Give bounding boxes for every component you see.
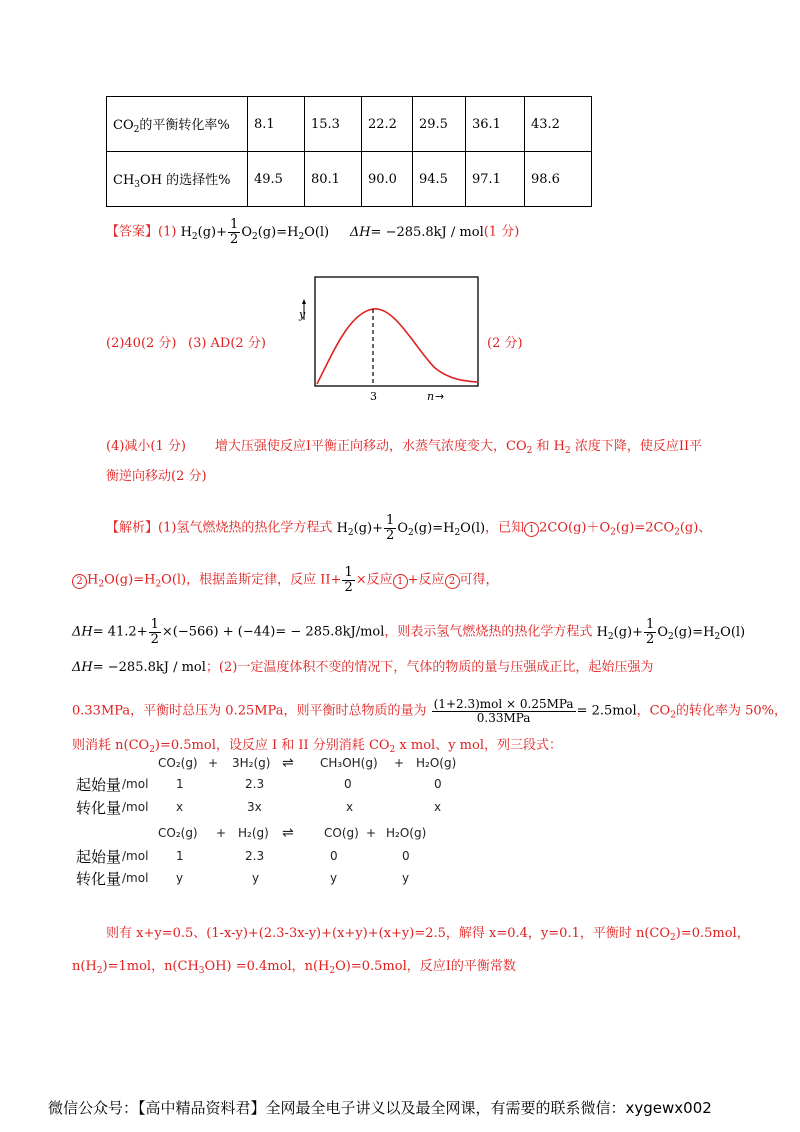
analysis-line-8: $n(H_2)=1mol$，$n(CH_3OH) =0.4mol$，$n(H_2O)=0.5mol$，反应I的平衡常数	[72, 959, 516, 976]
table-cell: 29.5	[413, 97, 466, 152]
yield-curve-chart	[295, 268, 490, 408]
table-row	[107, 97, 592, 152]
analysis-line-4: ΔH= −285.8kJ / mol；(2)一定温度体积不变的情况下，气体的物质的量与压强成正比，起始压强为	[72, 660, 654, 675]
answer-part-4: (4)减小(1 分) 增大压强使反应I平衡正向移动，水蒸气浓度变大，$CO_2$ 和 $H_2$ 浓度下降，使反应II平	[106, 439, 703, 456]
equilibrium-arrow-icon: ⇌	[282, 825, 294, 841]
answer-part-4-cont: 衡逆向移动(2 分)	[106, 469, 207, 484]
score: (1 分)	[483, 224, 520, 240]
footer-watermark: 微信公众号：【高中精品资料君】全网最全电子讲义以及最全网课，有需要的联系微信：xygewx002	[48, 1099, 712, 1117]
x-axis-label: n	[427, 390, 435, 403]
table-cell: 94.5	[413, 152, 466, 207]
analysis-line-5: 0.33MPa，平衡时总压为 0.25MPa，则平衡时总物质的量为 $\frac{\text{(1+2.3)mol × 0.25MPa}}{\text{0.33MPa}}$ = 2.5mol，$CO_2$的转化率为 50%，	[72, 697, 787, 725]
answer-tag: 【答案】	[106, 224, 159, 240]
equilibrium-arrow-icon: ⇌	[282, 755, 294, 771]
table-cell: 80.1	[305, 152, 362, 207]
y-arrow-head-icon	[302, 299, 306, 304]
table-cell: 49.5	[248, 152, 305, 207]
table-cell: 98.6	[525, 152, 592, 207]
equation-h2-combustion: $H_2(g)+$ $\frac{1}{2}$ $O_2(g)=H_2O(l)$ ΔH= −285.8kJ / mol	[180, 217, 484, 247]
analysis-line-3: ΔH= 41.2+ $\frac{1}{2}$ ×(−566) + (−44)= − 285.8kJ/mol，则表示氢气燃烧热的热化学方程式 $H_2(g)+$ $\frac{1}{2}$ $O_2(g)=H_2O(l)$	[72, 617, 746, 647]
data-table	[106, 96, 592, 207]
answer-part-2: (2)40(2 分)	[106, 336, 177, 351]
analysis-line-7: 则有 x+y=0.5、(1-x-y)+(2.3-3x-y)+(x+y)+(x+y)=2.5，解得 x=0.4，y=0.1，平衡时 $n(CO_2)=0.5mol$，	[106, 926, 750, 943]
analysis-line-6: 则消耗 $n(CO_2)=0.5mol$，设反应 I 和 II 分别消耗 $CO_2$ x mol、y mol，列三段式：	[72, 738, 562, 755]
analysis-line-2: 2 $H_2O(g)=H_2O(l)$，根据盖斯定律，反应 II+ $\frac{1}{2}$ ×反应 1 +反应 2 可得，	[72, 566, 499, 594]
chart-frame	[315, 277, 478, 386]
x-tick-label: 3	[370, 390, 377, 403]
y-axis-label: y	[299, 308, 306, 321]
table-cell: 43.2	[525, 97, 592, 152]
table-cell: 90.0	[362, 152, 413, 207]
table-cell: 36.1	[466, 97, 525, 152]
x-axis-arrow: →	[435, 390, 445, 403]
table-cell: 97.1	[466, 152, 525, 207]
table-row	[107, 152, 592, 207]
answer-line-1: 【答案】(1) $H_2(g)+$ $\frac{1}{2}$ $O_2(g)=H_2O(l)$ ΔH= −285.8kJ / mol(1 分)	[106, 217, 520, 247]
graph-score: (2 分)	[487, 336, 523, 351]
reaction-2-table: CO₂(g) + H₂(g) ⇌ CO(g) + H₂O(g) 起始量 /mol 1 2.3 0 0 转化量 /mol y y y y	[76, 825, 427, 888]
table-cell: 8.1	[248, 97, 305, 152]
curve-line	[317, 309, 477, 384]
circled-number-1: 1	[524, 522, 539, 537]
circled-number-2: 2	[72, 574, 87, 589]
analysis-line-1: 【解析】(1)氢气燃烧热的热化学方程式 $H_2(g)+$ $\frac{1}{2}$ $O_2(g)=H_2O(l)$，已知 1 $2CO(g)+O_2(g)=2CO_2(g)$、	[106, 513, 712, 543]
analysis-tag: 【解析】	[106, 520, 159, 536]
table-cell: 15.3	[305, 97, 362, 152]
table-cell: 22.2	[362, 97, 413, 152]
row-label: $CH_3OH$ 的选择性%	[107, 152, 248, 207]
answer-part-3: (3) AD(2 分)	[188, 336, 266, 351]
reaction-1-table: CO₂(g) + 3H₂(g) ⇌ CH₃OH(g) + H₂O(g) 起始量 /mol 1 2.3 0 0 转化量 /mol x 3x x x	[76, 755, 457, 817]
row-label: $CO_2$的平衡转化率%	[107, 97, 248, 152]
